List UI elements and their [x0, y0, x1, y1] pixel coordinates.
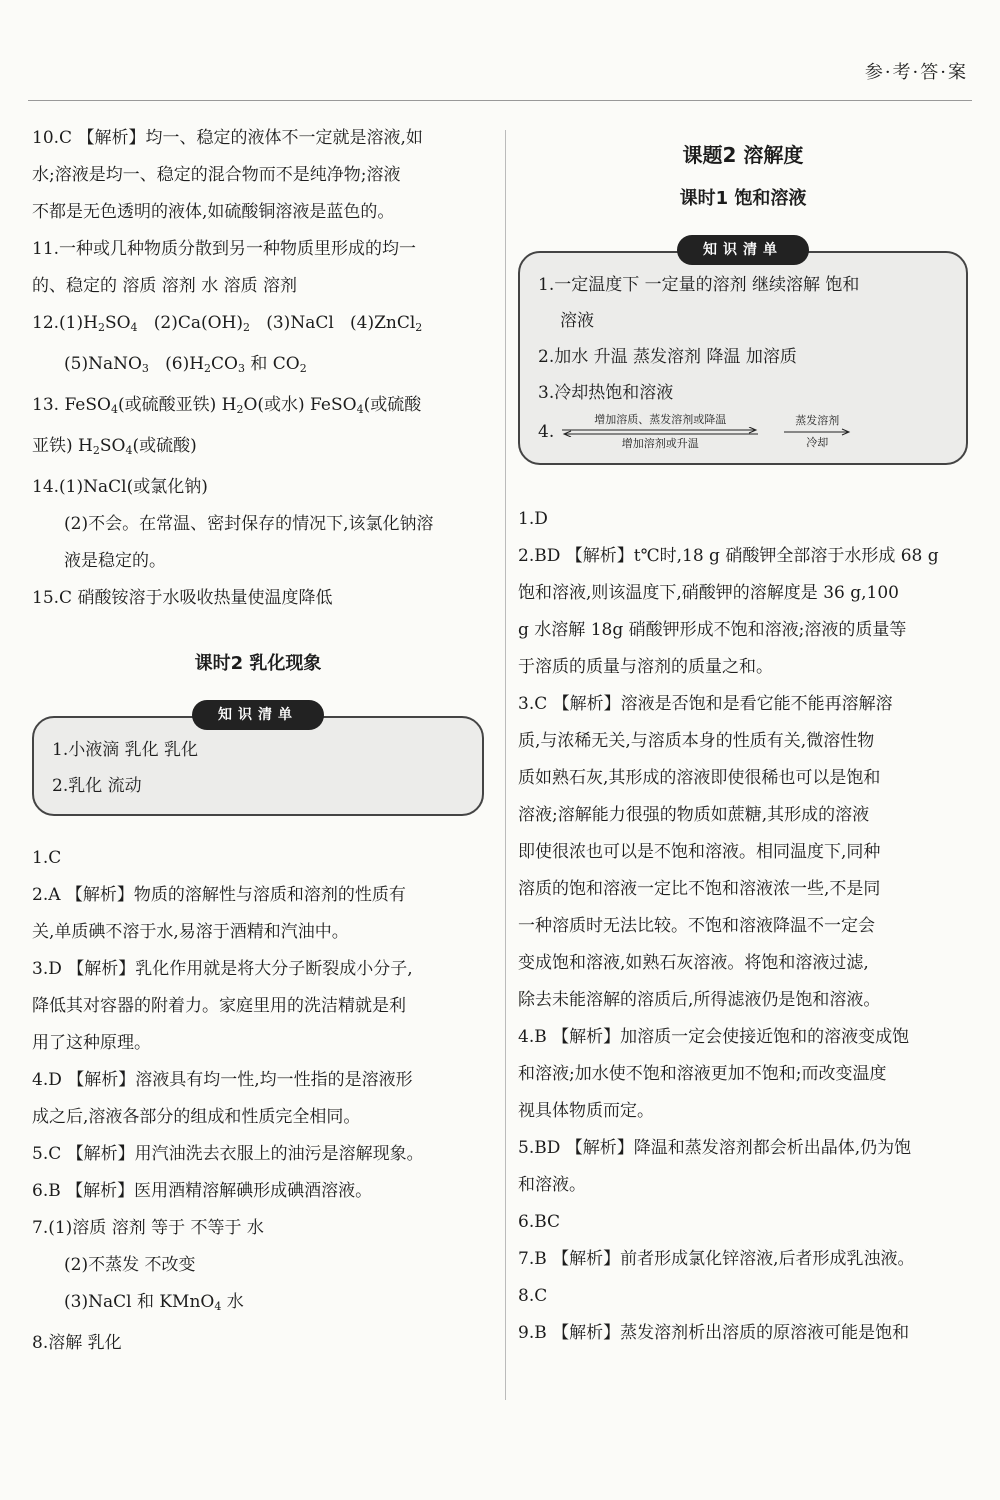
right-answer-3-line-0: 4.B 【解析】加溶质一定会使接近饱和的溶液变成饱	[518, 1027, 910, 1047]
header-rule	[28, 100, 972, 101]
knowledge-box-right	[518, 251, 968, 465]
right-answer-4-line-0: 5.BD 【解析】降温和蒸发溶剂都会析出晶体,仍为饱	[518, 1138, 912, 1158]
left-answer-a-0-line-1: 水;溶液是均一、稳定的混合物而不是纯净物;溶液	[32, 165, 401, 185]
arrow-crystallize: 蒸发溶剂 冷却	[782, 414, 852, 450]
left-answer-b-0-line-0: 14.(1)NaCl(或氯化钠)	[32, 477, 208, 497]
arrow-unsat-to-sat: 增加溶质、蒸发溶剂或降温 增加溶剂或升温	[560, 413, 760, 451]
left-answer-c-6-line-0: 7.(1)溶质 溶剂 等于 不等于 水	[32, 1218, 264, 1238]
right-box-line-2: 2.加水 升温 蒸发溶剂 降温 加溶质	[538, 347, 797, 367]
right-arrow-icon	[782, 428, 852, 436]
right-answer-7-line-0: 8.C	[518, 1286, 548, 1306]
answer-13-line2: 亚铁) $H_2SO_4$(或硫酸)	[32, 436, 197, 457]
right-answer-2-line-2: 质如熟石灰,其形成的溶液即使很稀也可以是饱和	[518, 768, 881, 788]
left-answer-c-5-line-0: 6.B 【解析】医用酒精溶解碘形成碘酒溶液。	[32, 1181, 373, 1201]
right-answer-2-line-3: 溶液;溶解能力很强的物质如蔗糖,其形成的溶液	[518, 805, 870, 825]
lesson-1-title: 课时1 饱和溶液	[679, 188, 807, 209]
left-answer-c-2-line-0: 3.D 【解析】乳化作用就是将大分子断裂成小分子,	[32, 959, 413, 979]
left-answer-a-0-line-2: 不都是无色透明的液体,如硫酸铜溶液是蓝色的。	[32, 202, 395, 222]
right-answer-2-line-6: 一种溶质时无法比较。不饱和溶液降温不一定会	[518, 916, 875, 936]
right-answer-3-line-1: 和溶液;加水使不饱和溶液更加不饱和;而改变温度	[518, 1064, 887, 1084]
left-answer-c-1-line-0: 2.A 【解析】物质的溶解性与溶质和溶剂的性质有	[32, 885, 406, 905]
left-answer-c-0-line-0: 1.C	[32, 848, 62, 868]
left-answer-c-2-line-2: 用了这种原理。	[32, 1033, 151, 1053]
right-box-line-0: 1.一定温度下 一定量的溶剂 继续溶解 饱和	[538, 275, 860, 295]
answer-8: 8.溶解 乳化	[32, 1333, 122, 1353]
right-answer-1-line-1: 饱和溶液,则该温度下,硝酸钾的溶解度是 36 g,100	[518, 583, 899, 603]
answer-list-b	[32, 469, 484, 617]
right-answer-8-line-0: 9.B 【解析】蒸发溶剂析出溶质的原溶液可能是饱和	[518, 1323, 910, 1343]
right-answer-1-line-3: 于溶质的质量与溶剂的质量之和。	[518, 657, 773, 677]
left-answer-b-1-line-1: 液是稳定的。	[64, 551, 166, 571]
right-answer-2-line-0: 3.C 【解析】溶液是否饱和是看它能不能再溶解溶	[518, 694, 893, 714]
answer-list-right	[518, 501, 968, 1352]
left-column	[32, 120, 484, 1362]
right-answer-2-line-4: 即使很浓也可以是不饱和溶液。相同温度下,同种	[518, 842, 881, 862]
lesson-2-title: 课时2 乳化现象	[194, 653, 322, 674]
topic-title: 课题2 溶解度	[682, 143, 804, 167]
answer-12-line2: (5)NaNO$_3$ $(6)H_2CO_3$ 和 $CO_2$	[64, 354, 307, 375]
right-answer-2-line-5: 溶质的饱和溶液一定比不饱和溶液浓一些,不是同	[518, 879, 881, 899]
answer-13-line1: 13. FeSO$_4$(或硫酸亚铁) $H_2O$(或水) FeSO$_4$(或硫酸	[32, 395, 422, 416]
right-answer-2-line-1: 质,与浓稀无关,与溶质本身的性质有关,微溶性物	[518, 731, 875, 751]
right-box-line-1: 溶液	[560, 311, 594, 331]
double-arrow-icon	[560, 427, 760, 437]
answer-list-a	[32, 120, 484, 305]
left-answer-c-7-line-0: (2)不蒸发 不改变	[64, 1255, 196, 1275]
right-answer-1-line-0: 2.BD 【解析】t℃时,18 g 硝酸钾全部溶于水形成 68 g	[518, 546, 939, 566]
right-answer-2-line-8: 除去未能溶解的溶质后,所得滤液仍是饱和溶液。	[518, 990, 881, 1010]
left-answer-c-3-line-1: 成之后,溶液各部分的组成和性质完全相同。	[32, 1107, 361, 1127]
answer-7-3: (3)NaCl 和 KMnO$_4$ 水	[64, 1292, 244, 1313]
right-answer-0-line-0: 1.D	[518, 509, 548, 529]
right-answer-4-line-1: 和溶液。	[518, 1175, 586, 1195]
left-answer-c-4-line-0: 5.C 【解析】用汽油洗去衣服上的油污是溶解现象。	[32, 1144, 424, 1164]
left-answer-b-2-line-0: 15.C 硝酸铵溶于水吸收热量使温度降低	[32, 588, 333, 608]
conversion-diagram: 4. 增加溶质、蒸发溶剂或降温 增加溶剂或升温 蒸发溶剂 冷却	[538, 411, 948, 453]
right-answer-6-line-0: 7.B 【解析】前者形成氯化锌溶液,后者形成乳浊液。	[518, 1249, 915, 1269]
knowledge-box-left	[32, 716, 484, 816]
right-answer-2-line-7: 变成饱和溶液,如熟石灰溶液。将饱和溶液过滤,	[518, 953, 869, 973]
left-answer-a-1-line-0: 11.一种或几种物质分散到另一种物质里形成的均一	[32, 239, 417, 259]
left-answer-c-3-line-0: 4.D 【解析】溶液具有均一性,均一性指的是溶液形	[32, 1070, 413, 1090]
answer-12-line1: $12.(1)H_2SO_4$ $(2)Ca(OH)_2$ (3)NaCl (4)ZnCl$_2$	[32, 313, 423, 334]
right-answer-5-line-0: 6.BC	[518, 1212, 561, 1232]
left-answer-a-1-line-1: 的、稳定的 溶质 溶剂 水 溶质 溶剂	[32, 276, 298, 296]
answer-list-c	[32, 840, 484, 1284]
left-answer-c-1-line-1: 关,单质碘不溶于水,易溶于酒精和汽油中。	[32, 922, 349, 942]
column-divider	[505, 130, 506, 1400]
left-answer-b-1-line-0: (2)不会。在常温、密封保存的情况下,该氯化钠溶	[64, 514, 434, 534]
knowledge-badge-left: 知识清单	[192, 700, 324, 730]
left-answer-c-2-line-1: 降低其对容器的附着力。家庭里用的洗洁精就是利	[32, 996, 406, 1016]
knowledge-badge-right: 知识清单	[677, 235, 809, 265]
right-box-line-3: 3.冷却热饱和溶液	[538, 383, 674, 403]
page-header: 参·考·答·案	[864, 62, 968, 83]
right-answer-1-line-2: g 水溶解 18g 硝酸钾形成不饱和溶液;溶液的质量等	[518, 620, 907, 640]
right-answer-3-line-2: 视具体物质而定。	[518, 1101, 654, 1121]
right-column	[518, 137, 968, 1352]
left-box-line-1: 2.乳化 流动	[52, 776, 142, 796]
left-answer-a-0-line-0: 10.C 【解析】均一、稳定的液体不一定就是溶液,如	[32, 128, 423, 148]
left-box-line-0: 1.小液滴 乳化 乳化	[52, 740, 199, 760]
